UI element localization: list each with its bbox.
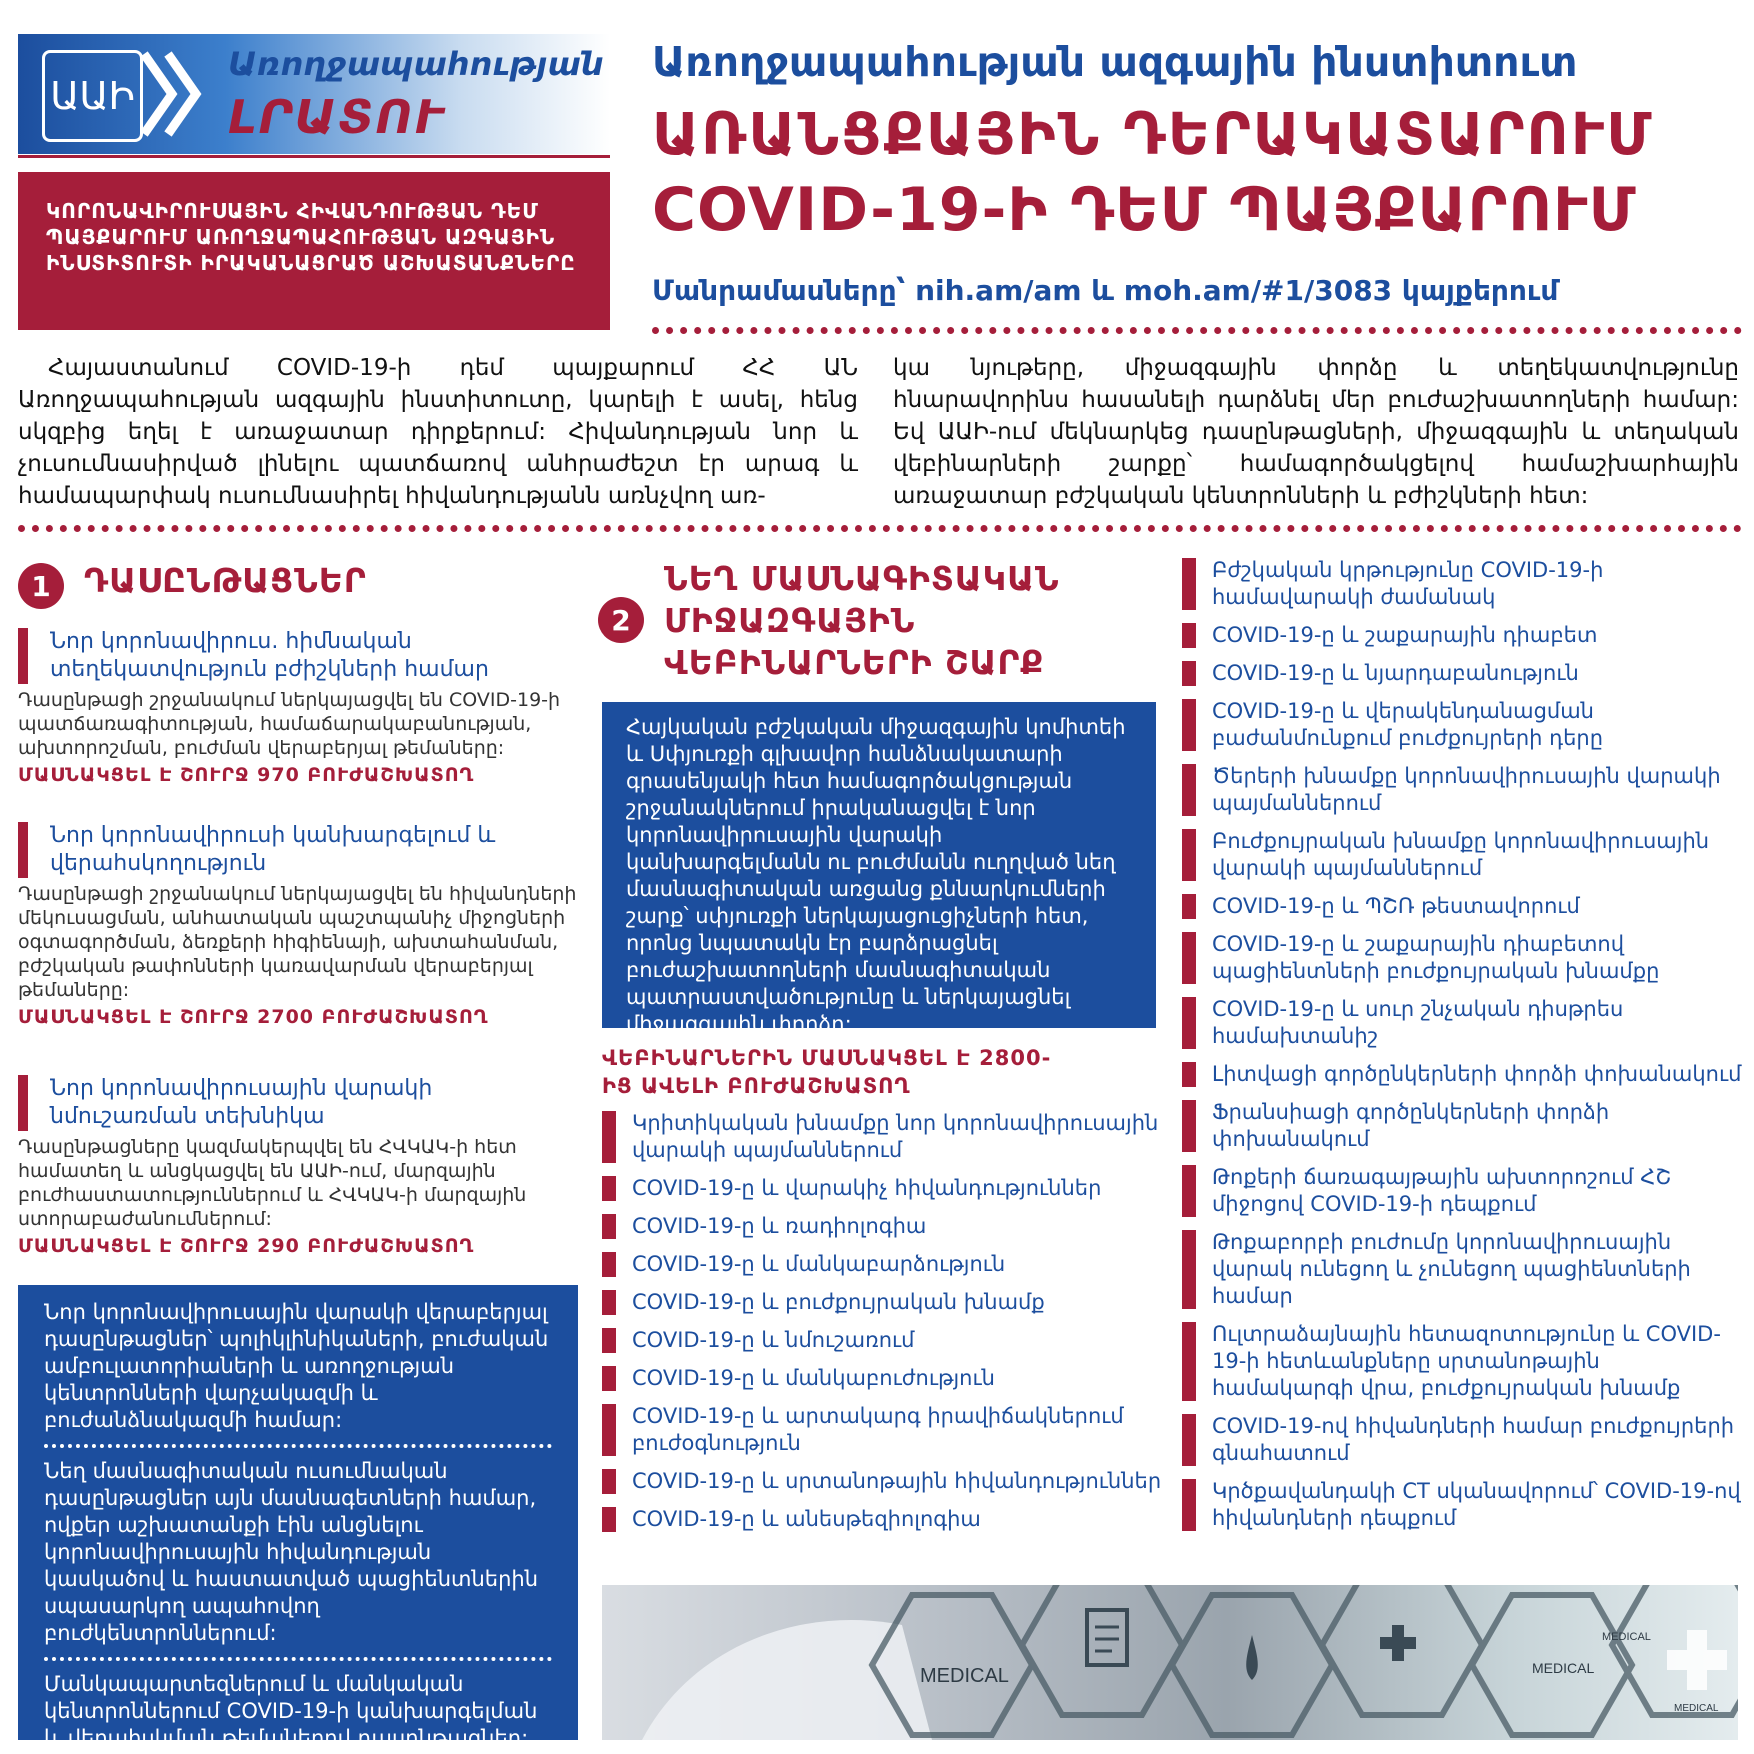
red-bar: [1182, 623, 1196, 648]
course-participants: ՄԱՍՆԱԿՑԵԼ Է ՇՈՒՐՋ 970 ԲՈՒԺԱՇԽԱՏՈՂ: [18, 764, 475, 786]
list-item: [1182, 763, 1742, 817]
medical-hexagon-image: [602, 1585, 1738, 1740]
headline-line2: COVID-19-Ի ԴԵՄ ՊԱՅՔԱՐՈՒՄ: [652, 175, 1637, 245]
list-item-text: COVID-19-ով հիվանդների համար բուժքույրերի գնահատում: [1212, 1414, 1735, 1465]
image-label: MEDICAL: [1602, 1631, 1651, 1643]
dotted-divider: [18, 525, 1742, 532]
list-item: [602, 1506, 1162, 1533]
list-item: [1182, 893, 1742, 920]
red-bar: [1182, 1100, 1196, 1152]
red-bar: [602, 1328, 616, 1353]
webinar-participants: ՎԵԲԻՆԱՐՆԵՐԻՆ ՄԱՍՆԱԿՑԵԼ Է 2800-ԻՑ ԱՎԵԼԻ ԲՈՒԺԱՇԽԱՏՈՂ: [602, 1046, 1052, 1098]
section1-title: ԴԱՍԸՆԹԱՑՆԵՐ: [84, 561, 367, 600]
red-bar: [18, 1075, 28, 1131]
course-title: [18, 628, 578, 684]
dotted-divider: [44, 1657, 552, 1661]
list-item: [602, 1289, 1162, 1316]
course-description: Դասընթացի շրջանակում ներկայացվել են COVID-19-ի պատճառագիտության, համաճարակաբանության, ախտորոշման, բուժման վերաբերյալ թեմաները:: [18, 689, 561, 759]
section1-info-box: [18, 1285, 578, 1750]
red-bar: [602, 1290, 616, 1315]
list-item-text: COVID-19-ը և նմուշառում: [632, 1328, 915, 1352]
list-item-text: COVID-19-ը և մանկաբուժություն: [632, 1366, 995, 1390]
list-item: [1182, 1099, 1742, 1153]
section2-info-box: [602, 702, 1156, 1036]
red-bar: [602, 1404, 616, 1456]
list-item-text: Ֆրանսիացի գործընկերների փորձի փոխանակում: [1212, 1100, 1610, 1151]
red-bar: [602, 1469, 616, 1494]
list-item: [602, 1251, 1162, 1278]
red-bar: [1182, 1479, 1196, 1531]
red-bar: [602, 1366, 616, 1391]
list-item-text: Լիտվացի գործընկերների փորձի փոխանակում: [1212, 1062, 1742, 1086]
red-panel-text: ԿՈՐՈՆԱՎԻՐՈՒՍԱՅԻՆ ՀԻՎԱՆԴՈՒԹՅԱՆ ԴԵՄ ՊԱՅՔԱՐՈՒՄ ԱՌՈՂՋԱՊԱՀՈՒԹՅԱՆ ԱԶԳԱՅԻՆ ԻՆՍՏԻՏՈՒՏԻ ԻՐԱԿԱՆԱՑՐԱԾ ԱՇԽԱՏԱՆՔՆԵՐԸ: [46, 199, 576, 275]
list-item-text: Բժշկական կրթությունը COVID-19-ի համավարակի ժամանակ: [1212, 558, 1604, 609]
list-item: [1182, 660, 1742, 687]
course-title: [18, 1075, 578, 1131]
list-item-text: Թոքերի ճառագայթային ախտորոշում ՀՇ միջոցով COVID-19-ի դեպքում: [1212, 1165, 1672, 1216]
details-link-text: Մանրամասները՝ nih.am/am և moh.am/#1/3083 կայքերում: [652, 274, 1559, 307]
list-item-text: Կրիտիկական խնամքը նոր կորոնավիրուսային վարակի պայմաններում: [632, 1111, 1159, 1162]
intro-left: Հայաստանում COVID-19-ի դեմ պայքարում ՀՀ ԱՆ Առողջապահության ազգային ինստիտուտը, կարելի է ասել, հենց սկզբից եղել է առաջատար դիրքերում: Հիվանդության նոր և չուսումնասիրված լինելու պատճառով անհրաժեշտ էր արագ և համապարփակ ուսումնասիրել հիվանդությանն առնչվող առ-: [18, 355, 858, 509]
logo-title-line2: ԼՐԱՏՈՒ: [228, 90, 447, 144]
red-bar: [1182, 1414, 1196, 1466]
red-bar: [1182, 699, 1196, 751]
info-box-text: Հայկական բժշկական միջազգային կոմիտեի և Սփյուռքի գլխավոր հանձնակատարի գրասենյակի հետ համագործակցության շրջանակներում իրականացվել է նոր կորոնավիրուսային վարակի կանխարգելմանն ու բուժմանն ուղղված նեղ մասնագիտական առցանց քննարկումների շարք՝ սփյուռքի ներկայացուցիչների հետ, որոնց նպատակն էր բարձրացնել բուժաշխատողների մասնագիտական պատրաստվածությունը և ներկայացնել միջազգային փորձը:: [626, 715, 1126, 1036]
institute-title: Առողջապահության ազգային ինստիտուտ: [652, 38, 1578, 86]
list-item-text: COVID-19-ը և ռադիոլոգիա: [632, 1214, 927, 1238]
red-bar: [1182, 829, 1196, 881]
list-item: [602, 1110, 1162, 1164]
logo-underline: [18, 155, 610, 158]
red-bar: [1182, 997, 1196, 1049]
list-item-text: COVID-19-ը և նյարդաբանություն: [1212, 661, 1579, 685]
red-bar: [1182, 894, 1196, 919]
course-participants: ՄԱՍՆԱԿՑԵԼ Է ՇՈՒՐՋ 290 ԲՈՒԺԱՇԽԱՏՈՂ: [18, 1235, 475, 1257]
list-item-text: COVID-19-ը և անեսթեզիոլոգիա: [632, 1507, 981, 1531]
info-box-item: Նոր կորոնավիրուսային վարակի վերաբերյալ դասընթացներ՝ պոլիկլինիկաների, բուժական ամբուլատորիաների և առողջության կենտրոնների վարչակազմի և բուժանձնակազմի համար:: [44, 1300, 549, 1432]
list-item-text: COVID-19-ը և բուժքույրական խնամք: [632, 1290, 1045, 1314]
red-summary-panel: [18, 172, 610, 330]
section-number-1: 1: [18, 563, 64, 609]
section-number-2: 2: [598, 597, 644, 643]
red-bar: [1182, 1230, 1196, 1309]
list-item-text: COVID-19-ը և վերակենդանացման բաժանմունքում բուժքույրերի դերը: [1212, 699, 1604, 750]
list-item: [1182, 1061, 1742, 1088]
list-item: [1182, 996, 1742, 1050]
list-item-text: COVID-19-ը և վարակիչ հիվանդություններ: [632, 1176, 1102, 1200]
list-item: [602, 1403, 1162, 1457]
red-bar: [18, 822, 28, 878]
chevron-right-icon: [138, 48, 208, 140]
red-bar: [602, 1176, 616, 1201]
red-bar: [602, 1111, 616, 1163]
list-item: [602, 1175, 1162, 1202]
red-bar: [1182, 764, 1196, 816]
list-item: [1182, 931, 1742, 985]
list-item: [602, 1213, 1162, 1240]
red-bar: [1182, 558, 1196, 610]
red-bar: [1182, 1165, 1196, 1217]
course-description: Դասընթացները կազմակերպվել են ՀՎԿԱԿ-ի հետ համատեղ և անցկացվել են ԱԱԻ-ում, մարզային բուժհաստատություններում և ՀՎԿԱԿ-ի մարզային ստորաբաժանումներում:: [18, 1136, 527, 1230]
list-item: [1182, 698, 1742, 752]
red-bar: [1182, 1062, 1196, 1087]
image-label: MEDICAL: [920, 1665, 1009, 1687]
course-description: Դասընթացի շրջանակում ներկայացվել են հիվանդների մեկուսացման, անհատական պաշտպանիչ միջոցների օգտագործման, ձեռքերի հիգիենայի, ախտահանման, բժշկական թափոնների կառավարման վերաբերյալ թեմաները:: [18, 883, 577, 1001]
intro-right: կա նյութերը, միջազգային փորձը և տեղեկատվությունը հնարավորինս հասանելի դարձնել մեր բուժաշխատողների համար: Եվ ԱԱԻ-ում մեկնարկեց դասընթացների, միջազգային և տեղական վեբինարների շարքը՝ համագործակցելով համաշխարհային առաջատար բժշկական կենտրոնների և բժիշկների հետ:: [893, 355, 1739, 509]
list-item: [1182, 1413, 1742, 1467]
red-bar: [602, 1507, 616, 1532]
course-item: [18, 1075, 578, 1259]
list-item-text: Կրծքավանդակի CT սկանավորում՝ COVID-19-ով հիվանդների դեպքում: [1212, 1479, 1741, 1530]
logo-abbr: ԱԱԻ: [50, 74, 135, 118]
red-bar: [1182, 661, 1196, 686]
list-item-text: Ուլտրաձայնային հետազոտությունը և COVID-19-ի հետևանքները սրտանոթային համակարգի վրա, բուժքույրական խնամք: [1212, 1322, 1721, 1400]
list-item-text: COVID-19-ը և շաքարային դիաբետով պացիենտների բուժքույրական խնամքը: [1212, 932, 1660, 983]
list-item-text: COVID-19-ը և ՊՇՌ թեստավորում: [1212, 894, 1580, 918]
list-item-text: COVID-19-ը և շաքարային դիաբետ: [1212, 623, 1598, 647]
list-item: [602, 1327, 1162, 1354]
info-box-item: Նեղ մասնագիտական ուսումնական դասընթացներ այն մասնագետների համար, ովքեր աշխատանքի էին անցնելու կորոնավիրուսային հիվանդության կասկածով և հաստատված պացիենտներին սպասարկող ապահովող բուժկենտրոններում:: [44, 1459, 539, 1645]
course-title-text: Նոր կորոնավիրուսային վարակի նմուշառման տեխնիկա: [50, 1076, 433, 1129]
red-bar: [1182, 1322, 1196, 1401]
list-item-text: Թոքաբորբի բուժումը կորոնավիրուսային վարակ ունեցող և չունեցող պացիենտների համար: [1212, 1230, 1691, 1308]
dotted-divider: [652, 327, 1742, 334]
image-label: MEDICAL: [1532, 1660, 1595, 1676]
list-item-text: Բուժքույրական խնամքը կորոնավիրուսային վարակի պայմաններում: [1212, 829, 1710, 880]
list-item-text: COVID-19-ը և սուր շնչական դիսթրես համախտանիշ: [1212, 997, 1624, 1048]
list-item: [1182, 557, 1742, 611]
list-item: [1182, 1164, 1742, 1218]
red-bar: [602, 1252, 616, 1277]
course-item: [18, 628, 578, 788]
section2-title: ՆԵՂ ՄԱՍՆԱԳԻՏԱԿԱՆ ՄԻՋԱԶԳԱՅԻՆ ՎԵԲԻՆԱՐՆԵՐԻ ՇԱՐՔ: [664, 559, 1060, 682]
list-item: [1182, 1478, 1742, 1532]
image-label: MEDICAL: [1674, 1703, 1719, 1714]
list-item: [602, 1365, 1162, 1392]
list-item-text: COVID-19-ը և արտակարգ իրավիճակներում բուժօգնություն: [632, 1404, 1124, 1455]
list-item-text: COVID-19-ը և սրտանոթային հիվանդություններ: [632, 1469, 1162, 1493]
logo-title-line1: Առողջապահության: [228, 45, 604, 83]
logo-badge: [42, 50, 143, 142]
list-item: [1182, 622, 1742, 649]
red-bar: [1182, 932, 1196, 984]
course-title-text: Նոր կորոնավիրուսի կանխարգելում և վերահսկողություն: [50, 823, 496, 876]
list-item-text: COVID-19-ը և մանկաբարձություն: [632, 1252, 1006, 1276]
list-item-text: Ծերերի խնամքը կորոնավիրուսային վարակի պայմաններում: [1212, 764, 1721, 815]
course-item: [18, 822, 578, 1030]
list-item: [1182, 1321, 1742, 1402]
red-bar: [18, 628, 28, 684]
list-item: [1182, 828, 1742, 882]
list-item: [1182, 1229, 1742, 1310]
list-item: [602, 1468, 1162, 1495]
course-participants: ՄԱՍՆԱԿՑԵԼ Է ՇՈՒՐՋ 2700 ԲՈՒԺԱՇԽԱՏՈՂ: [18, 1006, 489, 1028]
course-title: [18, 822, 578, 878]
webinar-list-mid: [602, 1110, 1162, 1533]
webinar-list-right: [1182, 557, 1742, 1532]
red-bar: [602, 1214, 616, 1239]
headline-line1: ԱՌԱՆՑՔԱՅԻՆ ԴԵՐԱԿԱՏԱՐՈՒՄ: [652, 100, 1654, 168]
course-title-text: Նոր կորոնավիրուս. հիմնական տեղեկատվություն բժիշկների համար: [50, 629, 489, 682]
dotted-divider: [44, 1444, 552, 1448]
info-box-item: Մանկապարտեզներում և մանկական կենտրոններում COVID-19-ի կանխարգելման և վերահսկման թեմաներով դասընթացներ:: [44, 1672, 538, 1750]
